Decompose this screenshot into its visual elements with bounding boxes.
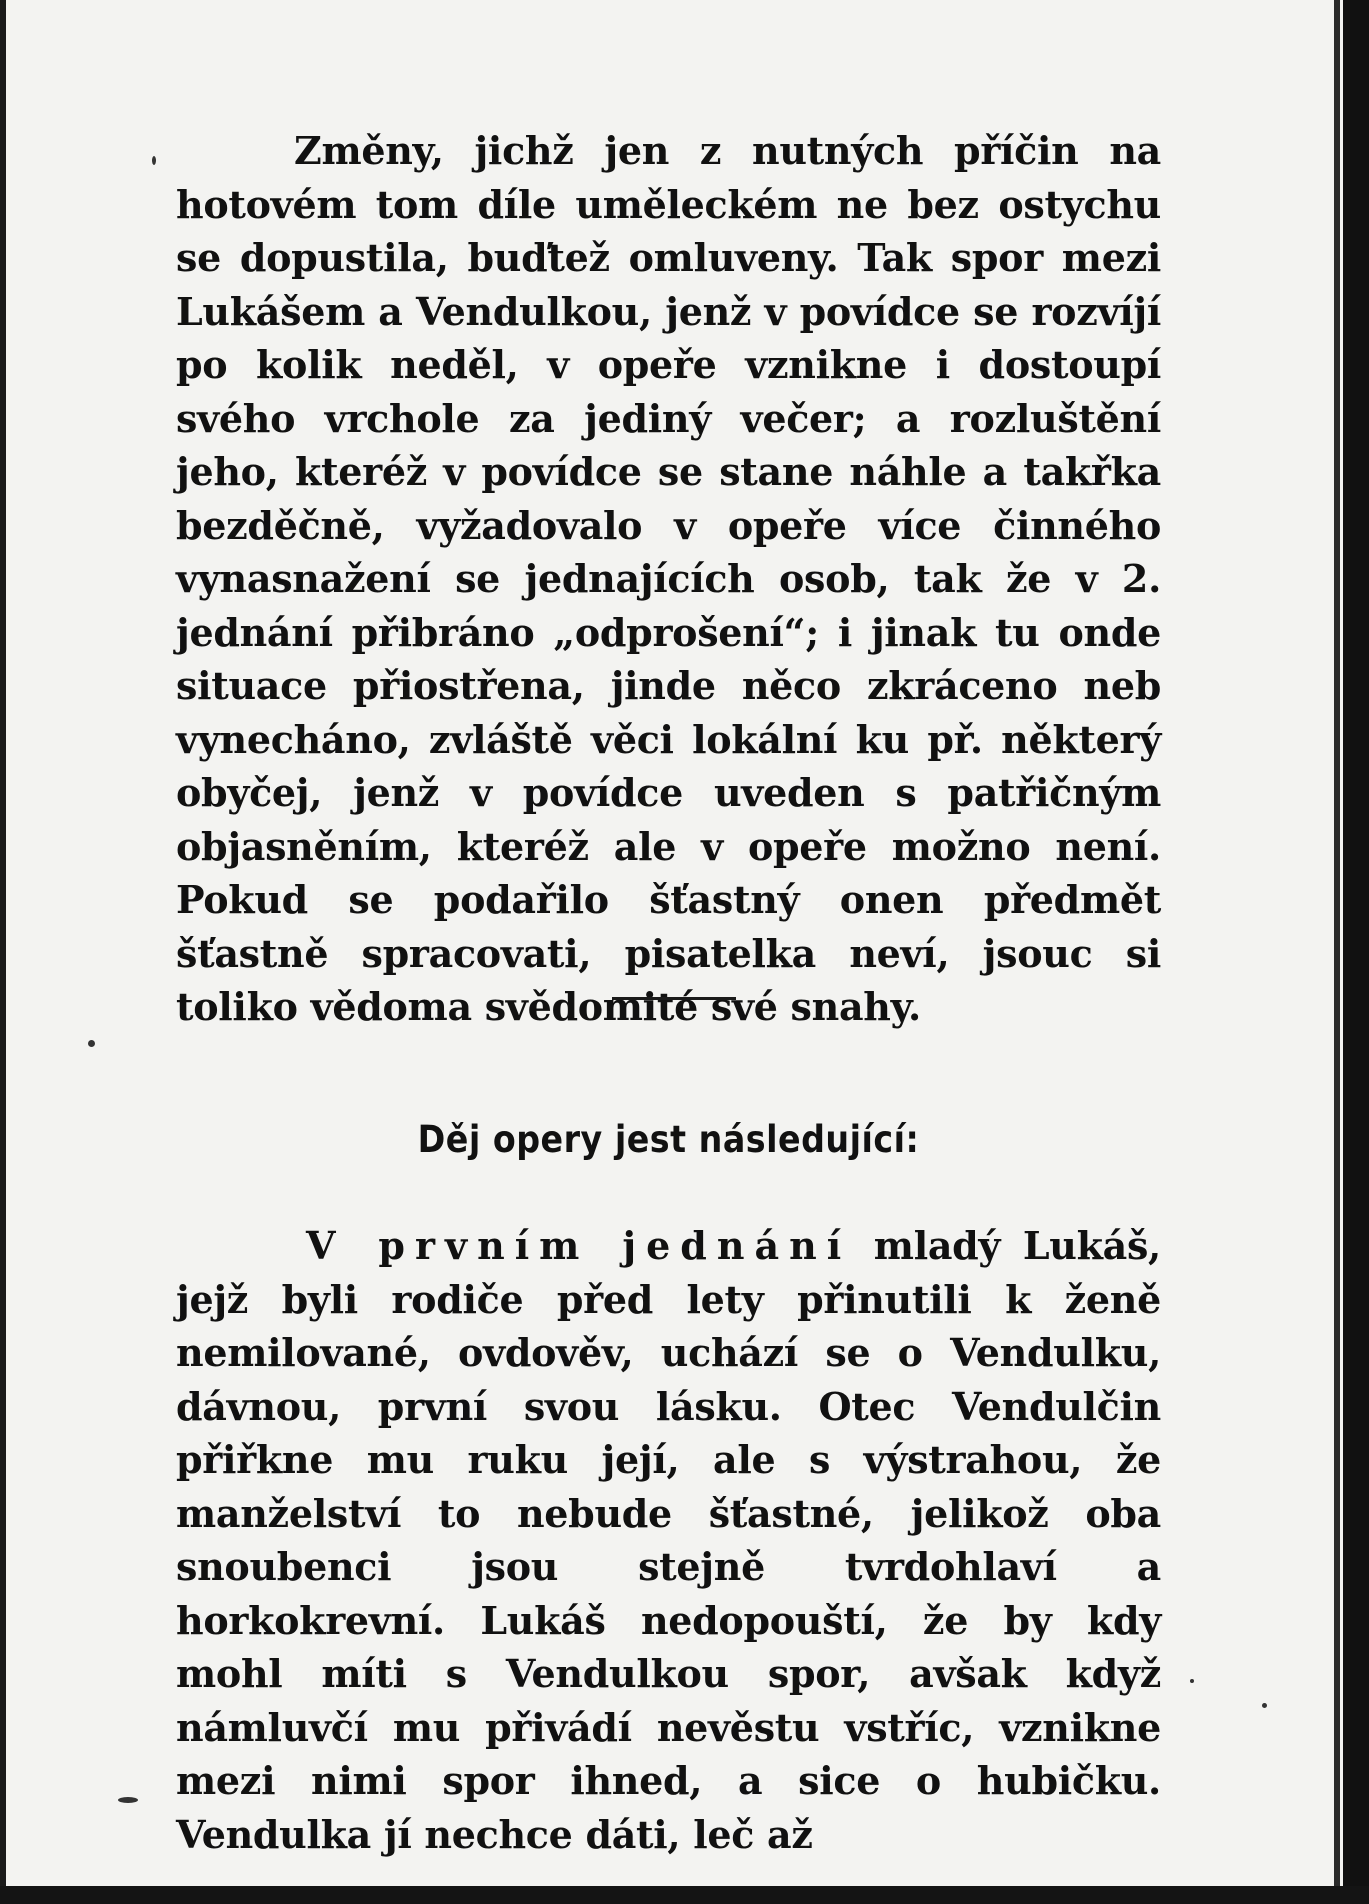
intro-paragraph: Změny, jichž jen z nutných příčin na hotovém tom díle uměleckém ne bez ostychu se dopustila, buďtež omluveny. Tak spor mezi Lukášem a Vendulkou, jenž v povídce se rozvíjí po kolik neděl, v opeře vznikne i dostoupí svého vrchole za jediný večer; a rozluštění jeho, kteréž v povídce se stane náhle a takřka bezděčně, vyžadovalo v opeře více činného vynasnažení se jednajících osob, tak že v 2. jednání přibráno „odprošení“; i jinak tu onde situace přiostřena, jinde něco zkráceno neb vynecháno, zvláště věci lokální ku př. některý obyčej, jenž v povídce uveden s patřičným objasněním, kteréž ale v opeře možno není. Pokud se podařilo šťastný onen předmět šťastně spracovati, pisatelka neví, jsouc si toliko vědoma svědomité své snahy. (176, 128, 1161, 1029)
intro-text-block (176, 124, 1161, 1034)
plot-paragraph (176, 1219, 1161, 1861)
scan-speck (152, 156, 156, 165)
plot-text-block (176, 1219, 1161, 1861)
left-scan-edge (0, 0, 6, 1904)
scan-speck (118, 1797, 138, 1803)
plot-paragraph-text: mladý Lukáš, jejž byli rodiče před lety přinutili k ženě nemilované, ovdověv, uchází se o Vendulku, dávnou, první svou lásku. Otec Vendulčin přiřkne mu ruku její, ale s výstrahou, že manželství to nebude šťastné, jelikož oba snoubenci jsou stejně tvrdohlaví a horkokrevní. Lukáš nedopouští, že by kdy mohl míti s Vendulkou spor, avšak když námluvčí mu přivádí nevěstu vstříc, vznikne mezi nimi spor ihned, a sice o hubičku. Vendulka jí nechce dáti, leč až (176, 1223, 1161, 1857)
scan-speck (88, 1040, 95, 1047)
scan-speck (1262, 1703, 1267, 1708)
right-scan-edge-inner (1334, 0, 1340, 1904)
act-label: V prvním jednání (306, 1223, 852, 1268)
right-scan-edge (1343, 0, 1369, 1904)
scan-speck (1190, 1679, 1194, 1683)
section-heading: Děj opery jest následující: (417, 1118, 920, 1161)
section-separator-rule (612, 997, 736, 1000)
bottom-scan-edge (0, 1886, 1369, 1904)
